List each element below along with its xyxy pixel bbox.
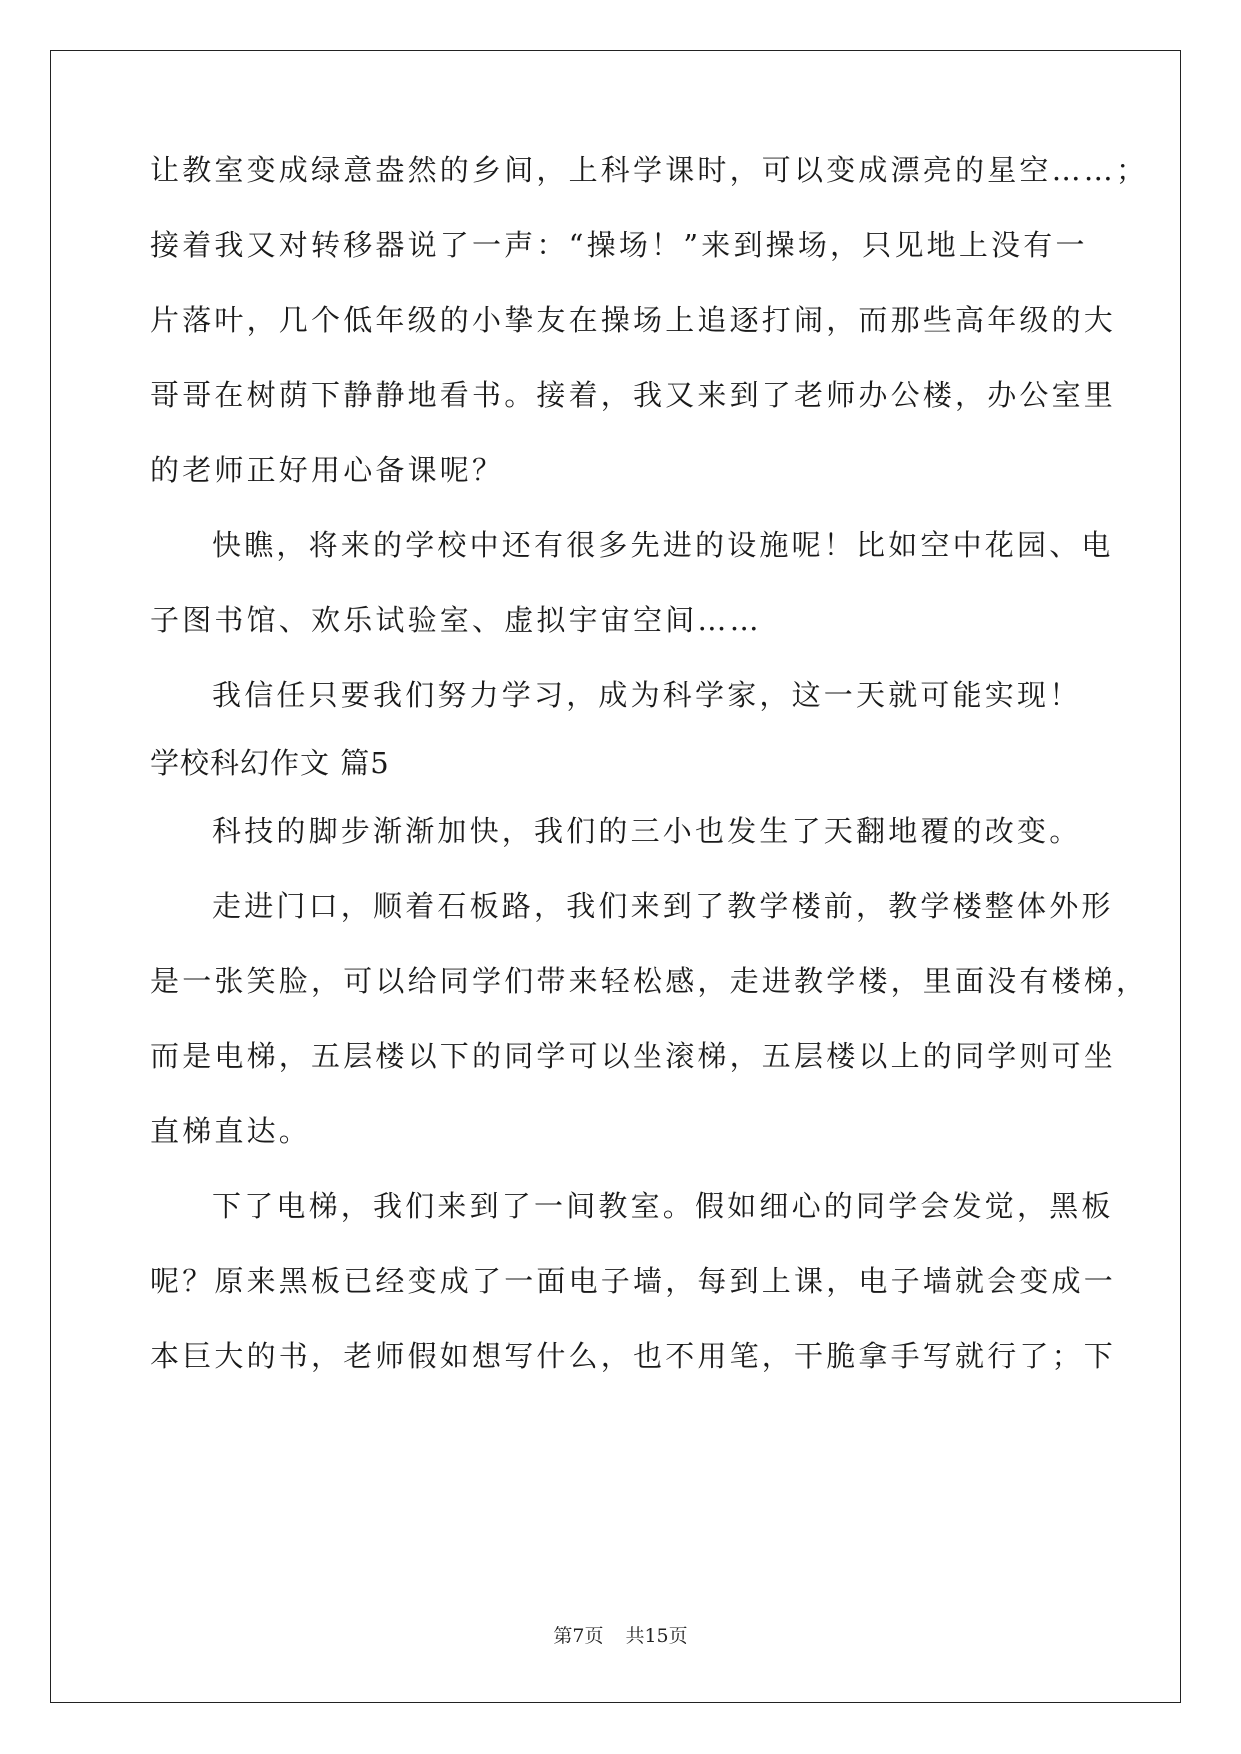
paragraph-start-line: 科技的脚步渐渐加快，我们的三小也发生了天翻地覆的改变。 — [212, 814, 1082, 848]
page-footer — [0, 1624, 1241, 1648]
text-line: 子图书馆、欢乐试验室、虚拟宇宙空间…… — [150, 603, 762, 637]
page-number: 第7页 — [553, 1625, 604, 1647]
paragraph-start-line: 走进门口，顺着石板路，我们来到了教学楼前，教学楼整体外形 — [212, 889, 1114, 923]
text-line: 的老师正好用心备课呢？ — [150, 453, 505, 487]
text-line: 是一张笑脸，可以给同学们带来轻松感，走进教学楼，里面没有楼梯， — [150, 964, 1149, 998]
section-heading: 学校科幻作文 篇5 — [150, 746, 390, 780]
text-line: 接着我又对转移器说了一声：“操场！”来到操场，只见地上没有一 — [150, 228, 1088, 262]
page-border — [50, 50, 1181, 1703]
text-line: 呢？原来黑板已经变成了一面电子墙，每到上课，电子墙就会变成一 — [150, 1264, 1117, 1298]
paragraph-start-line: 下了电梯，我们来到了一间教室。假如细心的同学会发觉，黑板 — [212, 1189, 1114, 1223]
text-line: 片落叶，几个低年级的小挚友在操场上追逐打闹，而那些高年级的大 — [150, 303, 1117, 337]
text-line: 哥哥在树荫下静静地看书。接着，我又来到了老师办公楼，办公室里 — [150, 378, 1117, 412]
paragraph-start-line: 快瞧，将来的学校中还有很多先进的设施呢！比如空中花园、电 — [212, 528, 1114, 562]
text-line: 而是电梯，五层楼以下的同学可以坐滚梯，五层楼以上的同学则可坐 — [150, 1039, 1117, 1073]
page-total: 共15页 — [625, 1625, 688, 1647]
paragraph-start-line: 我信任只要我们努力学习，成为科学家，这一天就可能实现！ — [212, 678, 1082, 712]
text-line: 直梯直达。 — [150, 1114, 312, 1148]
text-line: 本巨大的书，老师假如想写什么，也不用笔，干脆拿手写就行了；下 — [150, 1339, 1117, 1373]
text-line: 让教室变成绿意盎然的乡间，上科学课时，可以变成漂亮的星空……； — [150, 153, 1149, 187]
